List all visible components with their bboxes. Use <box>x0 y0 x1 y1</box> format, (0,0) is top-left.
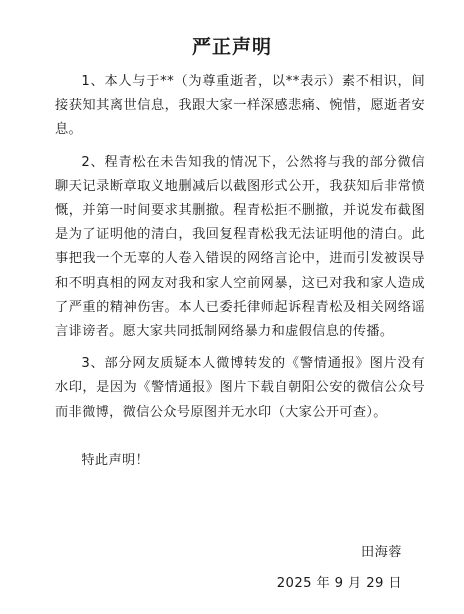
statement-paragraph-1: 1、本人与于**（为尊重逝者，以**表示）素不相识，间接获知其离世信息，我跟大家一样深感悲痛、惋惜，愿逝者安息。 <box>55 74 425 138</box>
statement-body <box>55 70 425 481</box>
document-title: 严正声明 <box>191 36 272 58</box>
signer-name: 田海蓉 <box>360 545 402 560</box>
closing-line: 特此声明！ <box>81 452 150 468</box>
statement-paragraph-2: 2、程青松在未告知我的情况下，公然将与我的部分微信聊天记录断章取义地删减后以截图形式公开，我获知后非常愤慨，并第一时间要求其删撤。程青松拒不删撤，并说发布截图是为了证明他的清白，我回复程青松我无法证明他的清白。此事把我一个无辜的人卷入错误的网络言论中，进而引发被误导和不明真相的网友对我和家人空前网暴，这已对我和家人造成了严重的精神伤害。本人已委托律师起诉程青松及相关网络谣言诽谤者。愿大家共同抵制网络暴力和虚假信息的传播。 <box>55 154 425 340</box>
statement-date: 2025 年 9 月 29 日 <box>276 576 402 591</box>
statement-paragraph-3: 3、部分网友质疑本人微博转发的《警情通报》图片没有水印，是因为《警情通报》图片下载自朝阳公安的微信公众号而非微博，微信公众号原图并无水印（大家公开可查）。 <box>55 356 425 420</box>
